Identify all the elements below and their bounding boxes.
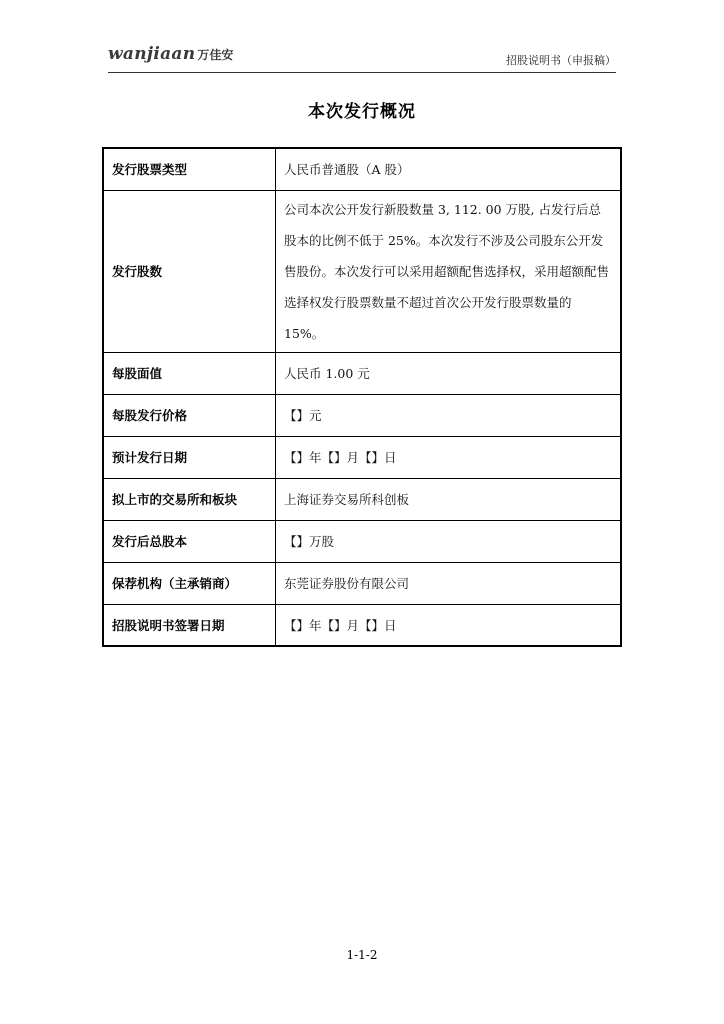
row-value: 【】元: [276, 394, 622, 436]
row-label: 预计发行日期: [103, 436, 276, 478]
row-label: 发行后总股本: [103, 520, 276, 562]
company-logo: [108, 44, 233, 64]
table-row: [103, 562, 621, 604]
row-value: 【】万股: [276, 520, 622, 562]
table-row: [103, 352, 621, 394]
table-row: [103, 520, 621, 562]
page-title: 本次发行概况: [308, 102, 416, 122]
table-row: [103, 478, 621, 520]
row-label: 招股说明书签署日期: [103, 604, 276, 646]
row-label: 保荐机构（主承销商）: [103, 562, 276, 604]
row-label: 发行股票类型: [103, 148, 276, 190]
page-number: 1-1-2: [346, 948, 378, 962]
offering-overview-table: [102, 147, 622, 647]
row-label: 拟上市的交易所和板块: [103, 478, 276, 520]
row-value: 人民币 1.00 元: [276, 352, 622, 394]
table-row: [103, 604, 621, 646]
row-label: 每股发行价格: [103, 394, 276, 436]
row-value: 【】年【】月【】日: [276, 604, 622, 646]
logo-chinese-name: 万佳安: [197, 48, 234, 62]
document-type: 招股说明书（申报稿）: [506, 54, 616, 67]
row-value: 公司本次公开发行新股数量 3, 112. 00 万股, 占发行后总股本的比例不低于 25%。本次发行不涉及公司股东公开发售股份。本次发行可以采用超额配售选择权，采用超额配售选择权发行股票数量不超过首次公开发行股票数量的 15%。: [276, 190, 622, 352]
table-row: [103, 190, 621, 352]
logo-wordmark: wanjiaan: [108, 44, 196, 64]
page-header: [108, 40, 616, 73]
row-value: 人民币普通股（A 股）: [276, 148, 622, 190]
table-row: [103, 148, 621, 190]
row-label: 每股面值: [103, 352, 276, 394]
row-value: 上海证券交易所科创板: [276, 478, 622, 520]
row-value: 【】年【】月【】日: [276, 436, 622, 478]
table-row: [103, 436, 621, 478]
row-value: 东莞证券股份有限公司: [276, 562, 622, 604]
row-label: 发行股数: [103, 190, 276, 352]
table-row: [103, 394, 621, 436]
